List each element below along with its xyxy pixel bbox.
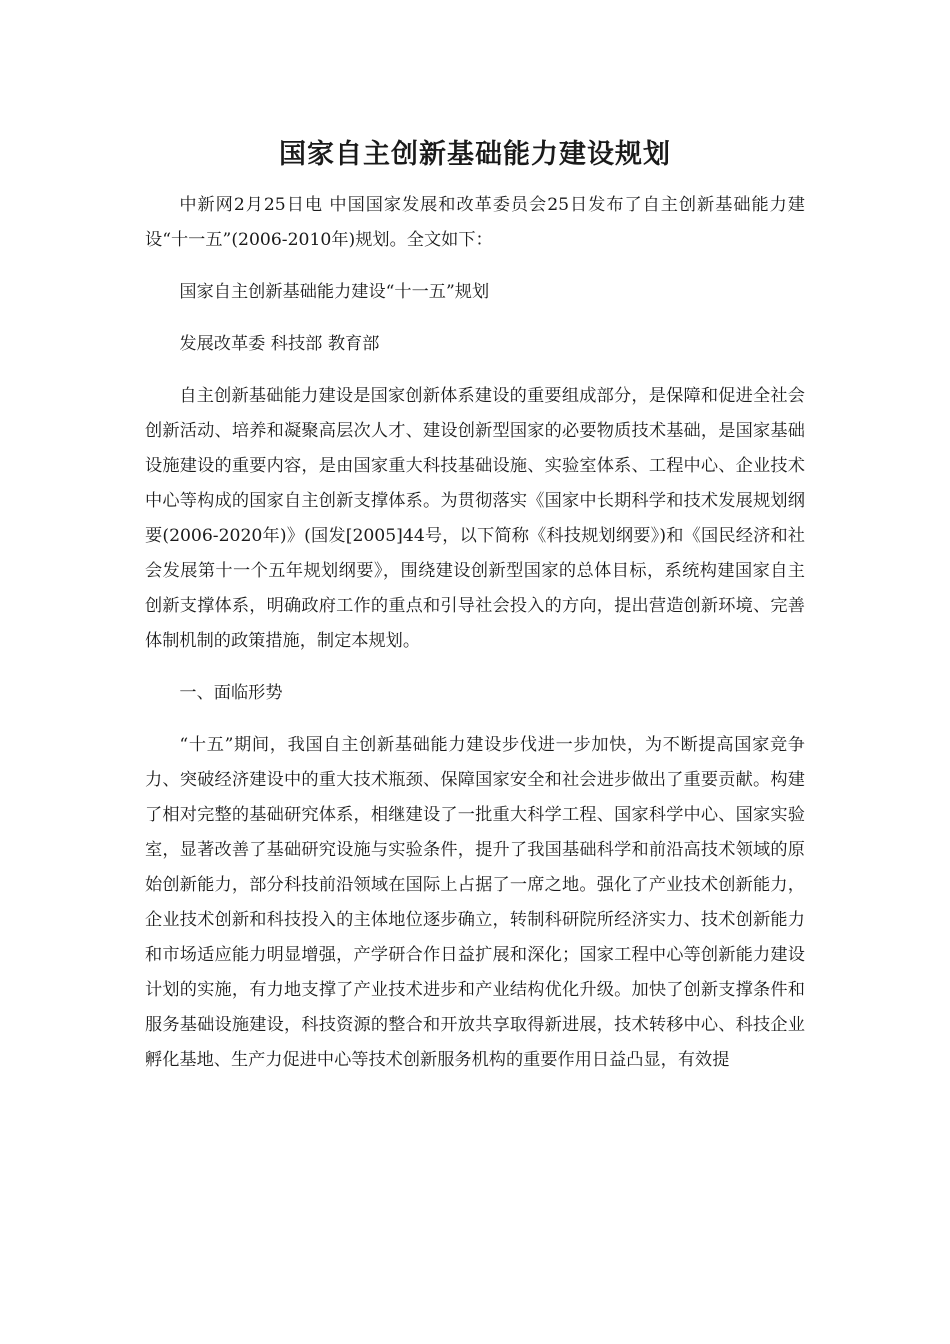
section-heading: 一、面临形势 [179,683,283,703]
issuing-departments: 发展改革委 科技部 教育部 [179,334,380,354]
plan-title-line: 国家自主创新基础能力建设“十一五”规划 [179,282,490,302]
preamble-paragraph: 自主创新基础能力建设是国家创新体系建设的重要组成部分，是保障和促进全社会创新活动、培养和凝聚高层次人才、建设创新型国家的必要物质技术基础，是国家基础设施建设的重要内容，是由国家重大科技基础设施、实验室体系、工程中心、企业技术中心等构成的国家自主创新支撑体系。为贯彻落实《国家中长期科学和技术发展规划纲要(2006-2020年)》(国发[2005]44号，以下简称《科技规划纲要》)和《国民经济和社会发展第十一个五年规划纲要》，围绕建设创新型国家的总体目标，系统构建国家自主创新支撑体系，明确政府工作的重点和引导社会投入的方向，提出营造创新环境、完善体制机制的政策措施，制定本规划。 [145,386,805,651]
document-title: 国家自主创新基础能力建设规划 [279,139,671,170]
document-body [145,188,805,1095]
section-paragraph: “十五”期间，我国自主创新基础能力建设步伐进一步加快，为不断提高国家竞争力、突破经济建设中的重大技术瓶颈、保障国家安全和社会进步做出了重要贡献。构建了相对完整的基础研究体系，相继建设了一批重大科学工程、国家科学中心、国家实验室，显著改善了基础研究设施与实验条件，提升了我国基础科学和前沿高技术领域的原始创新能力，部分科技前沿领域在国际上占据了一席之地。强化了产业技术创新能力，企业技术创新和科技投入的主体地位逐步确立，转制科研院所经济实力、技术创新能力和市场适应能力明显增强，产学研合作日益扩展和深化；国家工程中心等创新能力建设计划的实施，有力地支撑了产业技术进步和产业结构优化升级。加快了创新支撑条件和服务基础设施建设，科技资源的整合和开放共享取得新进展，技术转移中心、科技企业孵化基地、生产力促进中心等技术创新服务机构的重要作用日益凸显，有效提 [145,735,805,1070]
intro-paragraph: 中新网2月25日电 中国国家发展和改革委员会25日发布了自主创新基础能力建设“十一五”(2006-2010年)规划。全文如下： [145,195,805,250]
